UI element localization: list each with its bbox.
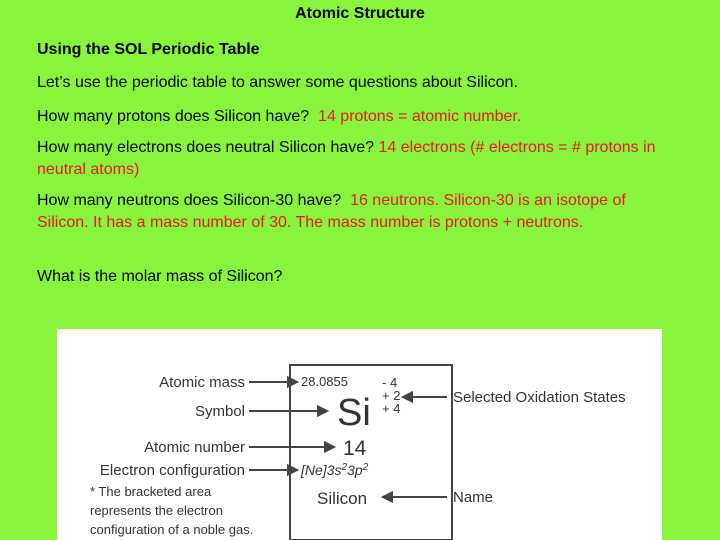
note-line-1: * The bracketed area (90, 484, 212, 499)
label-name: Name (453, 489, 494, 506)
question-neutrons (37, 190, 677, 234)
tile-symbol: Si (337, 392, 371, 434)
question-protons (37, 106, 677, 128)
answer-text: 14 protons = atomic number. (318, 108, 522, 125)
page-subtitle: Using the SOL Periodic Table (37, 41, 260, 58)
note-line-3: configuration of a noble gas. (90, 522, 254, 537)
intro-text: Let’s use the periodic table to answer some questions about Silicon. (37, 74, 518, 91)
question-text: How many neutrons does Silicon-30 have? (37, 192, 342, 209)
question-text: How many protons does Silicon have? (37, 108, 310, 125)
label-electron-configuration: Electron configuration (99, 462, 245, 479)
element-tile (290, 365, 452, 540)
element-key-figure (57, 329, 662, 540)
oxidation-state: - 4 (382, 375, 398, 390)
label-symbol: Symbol (194, 403, 245, 420)
tile-electron-configuration: $[Ne]3s^23p^2$ (301, 462, 369, 478)
answer-text: 16 neutrons. Silicon-30 is an isotope of Silicon. It has a mass number of 30. The mass number is protons + neutrons. (37, 192, 626, 231)
element-key-diagram (57, 329, 662, 540)
label-atomic-number: Atomic number (144, 439, 245, 456)
oxidation-state: + 2 (382, 388, 401, 403)
page-title: Atomic Structure (295, 5, 425, 22)
question-text: How many electrons does neutral Silicon have? (37, 139, 375, 156)
tile-atomic-number: 14 (343, 437, 367, 460)
oxidation-state: + 4 (382, 401, 401, 416)
answer-text: 14 electrons (# electrons = # protons in neutral atoms) (37, 139, 656, 178)
tile-element-name: Silicon (317, 489, 368, 508)
question-molar-mass (37, 266, 677, 288)
tile-atomic-mass: 28.0855 (301, 374, 348, 389)
label-atomic-mass: Atomic mass (159, 374, 245, 391)
question-electrons (37, 137, 677, 181)
question-text: What is the molar mass of Silicon? (37, 268, 283, 285)
label-oxidation-states: Selected Oxidation States (453, 389, 626, 406)
note-line-2: represents the electron (90, 503, 223, 518)
